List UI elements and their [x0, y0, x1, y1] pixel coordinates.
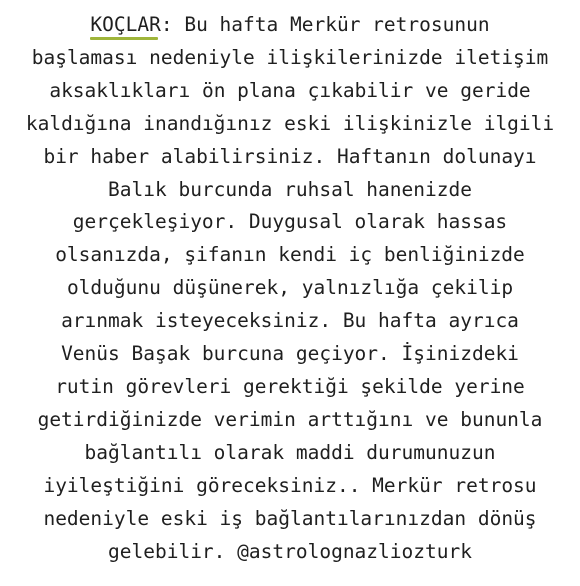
- sign-heading: [90, 13, 160, 36]
- horoscope-text: [10, 9, 570, 568]
- text-line-17: gelebilir. @astrolognazliozturk: [108, 539, 472, 563]
- text-line-6: Balık burcunda ruhsal hanenizde: [108, 177, 472, 201]
- text-line-1: [10, 9, 570, 42]
- text-line-12: rutin görevleri gerektiği şekilde yerine: [55, 374, 525, 398]
- text-line-5: bir haber alabilirsiniz. Haftanın dolunayı: [43, 144, 537, 168]
- text-line-9: olduğunu düşünerek, yalnızlığa çekilip: [66, 276, 514, 300]
- text-line-14: bağlantılı olarak maddi durumunuzun: [84, 440, 496, 464]
- text-line-4: kaldığına inandığınız eski ilişkinizle ilgili: [25, 111, 555, 135]
- text-line-3: aksaklıkları ön plana çıkabilir ve geride: [49, 78, 531, 102]
- text-line-13: getirdiğinizde verimin arttığını ve bununla: [37, 407, 543, 431]
- text-line-10: arınmak isteyeceksiniz. Bu hafta ayrıca: [61, 309, 519, 333]
- text-line-7: gerçekleşiyor. Duygusal olarak hassas: [72, 210, 508, 234]
- text-line-1-rest: : Bu hafta Merkür retrosunun: [160, 13, 490, 36]
- text-line-16: nedeniyle eski iş bağlantılarınızdan dönüş: [43, 506, 537, 530]
- text-line-2: başlaması nedeniyle ilişkilerinizde iletişim: [31, 45, 549, 69]
- text-line-11: Venüs Başak burcuna geçiyor. İşinizdeki: [61, 342, 519, 366]
- text-line-15: iyileştiğini göreceksiniz.. Merkür retrosu: [43, 473, 537, 497]
- text-line-8: olsanızda, şifanın kendi iç benliğinizde: [55, 243, 525, 267]
- heading-underline: [90, 37, 157, 40]
- sign-heading-text: KOÇLAR: [90, 13, 161, 36]
